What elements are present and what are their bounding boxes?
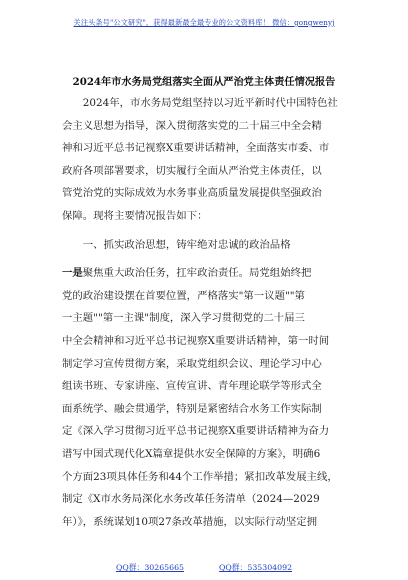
document-title: 2024年市水务局党组落实全面从严治党主体责任情况报告 [72, 76, 336, 88]
intro-line: 神和习近平总书记视察X重要讲话精神，全面落实市委、市 [62, 142, 330, 155]
footer-contacts [0, 562, 408, 573]
section-heading: 一、抓实政治思想，铸牢绝对忠诚的政治品格 [62, 238, 291, 251]
footer-qq-group-1[interactable]: QQ群：30265665 [115, 563, 185, 572]
section1-line: 组读书班、专家讲座、宣传宣讲、青年理论联学等形式全 [62, 380, 322, 393]
section1-line-text: 聚焦重大政治任务，扛牢政治责任。局党组始终把 [82, 267, 312, 280]
document-body [62, 92, 354, 533]
section1-line: 定《深入学习贯彻习近平总书记视察X重要讲话精神为奋力 [62, 425, 330, 438]
section1-line: 中全会精神和习近平总书记视察X重要讲话精神，第一时间 [62, 334, 330, 347]
intro-paragraph [62, 92, 354, 228]
section1-line: 面系统学、融会贯通学，特别是紧密结合水务工作实际制 [62, 402, 322, 415]
section1-paragraph [62, 262, 354, 533]
intro-line: 政府各项部署要求，切实履行全面从严治党主体责任，以 [62, 164, 322, 177]
section1-line: 党的政治建设摆在首要位置，严格落实"第一议题""第 [62, 289, 305, 302]
promo-banner[interactable] [0, 18, 408, 28]
section1-line: 制定学习宣传贯彻方案，采取党组织会议、理论学习中心 [62, 357, 322, 370]
section1-line [62, 262, 354, 285]
intro-line: 2024年，市水务局党组坚持以习近平新时代中国特色社 [62, 97, 338, 109]
section1-line: 一主题""第一主课"制度，深入学习贯彻党的二十届三 [62, 312, 305, 325]
section1-lead: 一是 [62, 267, 83, 280]
section1-line: 谱写中国式现代化X篇章提供水安全保障的方案》，明确6 [62, 447, 321, 460]
intro-line: 保障。现将主要情况报告如下： [62, 209, 208, 222]
intro-line: 管党治党的实际成效为水务事业高质量发展提供坚强政治 [62, 187, 322, 200]
section1-line: 个方面23项具体任务和44个工作举措；紧扣改革发展主线， [62, 470, 338, 483]
intro-line: 会主义思想为指导，深入贯彻落实党的二十届三中全会精 [62, 119, 322, 132]
footer-qq-group-2[interactable]: QQ群：535304092 [219, 563, 293, 572]
section1-line: 制定《X市水务局深化水务改革任务清单（2024—2029 [62, 493, 320, 506]
promo-banner-text[interactable]: 关注头条号"公文研究"，获得最新最全最专业的公文资料库！ 微信：gongwenyj [73, 18, 335, 27]
section1-line: 年）》，系统谋划10项27条改革措施，以实际行动坚定拥 [62, 515, 318, 528]
